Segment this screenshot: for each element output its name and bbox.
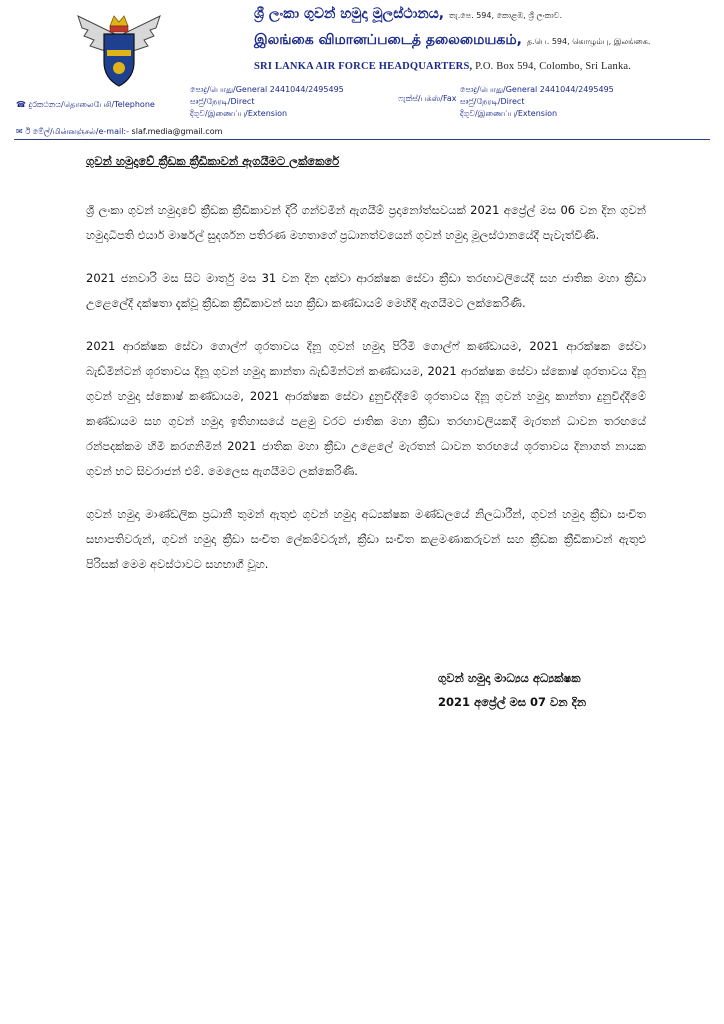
body-paragraph: ශ්‍රී ලංකා ගුවන් හමුදාවේ ක්‍රීඩක ක්‍රීඩිකාවන් දිරි ගන්වමින් ඇගයීම් ප්‍රදානෝත්සවයක් 2021 අප්‍රේල් මස 06 වන දින ගුවන් හමුදාධිපති එයාර් මාර්ෂල් සුදර්ශන පතිරණ මහතාගේ ප්‍රධානත්වයෙන් ගුවන් හමුදා මූලස්ථානයේදී පැවැත්විණි. — [86, 203, 646, 242]
org-address-sinhala: තැ.පෙ. 594, කොළඹ, ශ්‍රී ලංකාව. — [449, 11, 563, 20]
fax-extension: දිගුව/இணைப்பு/Extension — [460, 109, 558, 118]
email-icon: ✉ — [16, 127, 23, 136]
body-paragraph: 2021 ජනවාරි මස සිට මාර්තු මස 31 වන දින දක්වා ආරක්ෂක සේවා ක්‍රීඩා තරඟාවලියේදී සහ ජාතික මහා ක්‍රීඩා උළෙලේදී දක්ෂතා දැක්වූ ක්‍රීඩක ක්‍රීඩිකාවන් සහ ක්‍රීඩා කණ්ඩායම් මෙහිදී ඇගයීමට ලක්කෙරිණි. — [86, 271, 646, 310]
signature-block — [438, 666, 586, 714]
letterhead-divider — [14, 139, 710, 140]
body-paragraph: 2021 ආරක්ෂක සේවා ගොල්ෆ් ශූරතාවය දිනූ ගුවන් හමුදා පිරිමි ගොල්ෆ් කණ්ඩායම, 2021 ආරක්ෂක සේවා බැඩ්මින්ටන් ශූරතාවය දිනූ ගුවන් හමුදා කාන්තා බැඩ්මින්ටන් කණ්ඩායම, 2021 ආරක්ෂක සේවා ස්කොෂ් ශූරතාවය දිනූ ගුවන් හමුදා ස්කොෂ් කණ්ඩායම, 2021 ආරක්ෂක සේවා දුනුවිද්දීමේ ශූරතාවය දිනූ ගුවන් හමුදා කාන්තා දුනුවිද්දීමේ කණ්ඩායම සහ ගුවන් හමුදා ඉතිහාසයේ පළමු වරට ජාතික මහා ක්‍රීඩා තරඟාවලියකදී මැරතන් ධාවන තරඟයේ රන්පදක්කම හිමි කරගනිමින් 2021 ජාතික මහා ක්‍රීඩා උළෙලේ මැරතන් ධාවන තරඟයේ ශූරතාවය දිනාගත් නායක ගුවන් භට සිවරාජන් එම්. මෙලෙස ඇගයීමට ලක්කෙරිණි. — [86, 339, 646, 478]
document-body — [86, 198, 646, 595]
fax-direct: සෘජු/நேரடி/Direct — [460, 97, 525, 106]
telephone-block — [190, 84, 344, 120]
air-force-crest-logo — [74, 6, 164, 88]
document-title: ගුවන් හමුදාවේ ක්‍රීඩක ක්‍රීඩිකාවන් ඇගයීමට ලක්කෙරේ — [86, 154, 340, 168]
phone-icon: ☎ — [16, 100, 26, 109]
telephone-direct: සෘජු/நேரடி/Direct — [190, 97, 255, 106]
letterhead — [0, 0, 724, 150]
org-address-tamil: த.பெ. 594, கொழும்பு, இலங்கை. — [526, 37, 651, 46]
fax-label: ෆැක්ස්/பக்ஸ்/Fax — [398, 94, 457, 103]
telephone-label: ☎ දුරකථනය/தொலைபேசி/Telephone — [16, 100, 155, 109]
org-address-english: P.O. Box 594, Colombo, Sri Lanka. — [475, 61, 632, 72]
body-paragraph: ගුවන් හමුදා මාණ්ඩලික ප්‍රධානී තුමන් ඇතුළු ගුවන් හමුදා අධ්‍යක්ෂක මණ්ඩලයේ නිලධාරීන්, ගුවන් හමුදා ක්‍රීඩා සංචිත සභාපතිවරුන්, ගුවන් හමුදා ක්‍රීඩා සංචිත ලේකම්වරුන්, ක්‍රීඩා සංචිත කළමණාකරුවන් සහ ක්‍රීඩක ක්‍රීඩිකාවන් ඇතුළු පිරිසක් මෙම අවස්ථාවට සහභාගී වූහ. — [86, 507, 646, 571]
org-name-sinhala: ශ්‍රී ලංකා ගුවන් හමුදා මූලස්ථානය, තැ.පෙ. 594, කොළඹ, ශ්‍රී ලංකාව. — [254, 6, 563, 22]
org-name-english: SRI LANKA AIR FORCE HEADQUARTERS, P.O. Box 594, Colombo, Sri Lanka. — [254, 61, 632, 72]
email-address[interactable]: slaf.media@gmail.com — [131, 127, 223, 136]
signature-date: 2021 අප්‍රේල් මස 07 වන දින — [438, 695, 587, 709]
email-line: ✉ ඊ මේල්/மின்னஞ்சல்/e-mail:- slaf.media@gmail.com — [16, 127, 223, 136]
telephone-extension: දිගුව/இணைப்பு/Extension — [190, 109, 288, 118]
fax-general: පොදු/பொது/General 2441044/2495495 — [460, 85, 614, 94]
org-name-tamil: இலங்கை விமானப்படைத் தலைமையகம், த.பெ. 594, கொழும்பு, இலங்கை. — [254, 32, 651, 48]
signature-role: ගුවන් හමුදා මාධ්‍යය අධ්‍යක්ෂක — [438, 671, 581, 685]
fax-block — [460, 84, 614, 120]
telephone-general: පොදු/பொது/General 2441044/2495495 — [190, 85, 344, 94]
